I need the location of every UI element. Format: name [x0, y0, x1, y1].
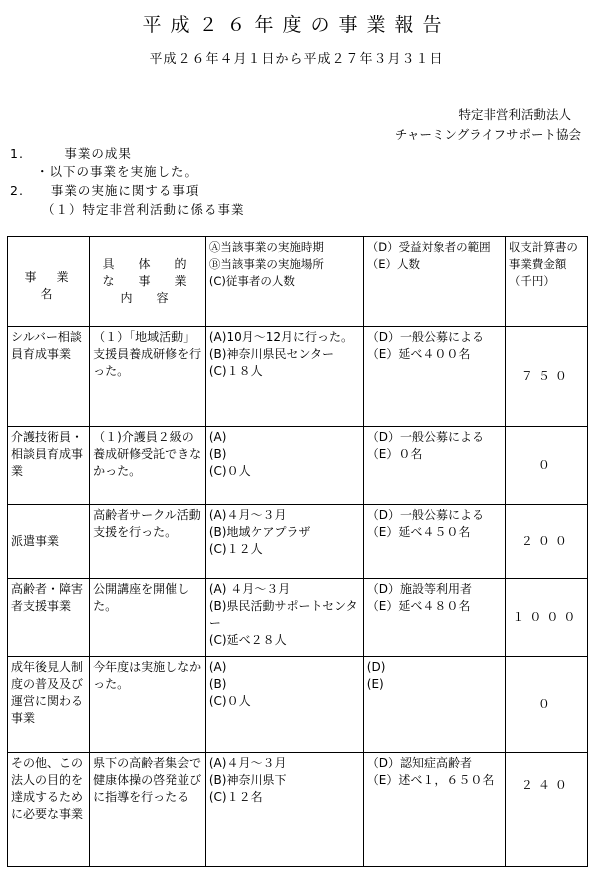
row-beneficiary-d: （D）認知症高齢者 — [366, 756, 473, 770]
row-timing-b: (B)神奈川県民センター — [208, 347, 334, 361]
row-business-name: 成年後見人制度の普及及び運営に関わる事業 — [8, 657, 90, 753]
row-timing-b: (B) — [208, 447, 227, 461]
row-content: 高齢者サークル活動支援を行った。 — [90, 505, 206, 579]
row-beneficiary-e: （E）述べ１，６５０名 — [366, 773, 495, 787]
row-content: 県下の高齢者集会で健康体操の啓発並びに指導を行ったる — [90, 753, 206, 867]
section-1-note: ・以下の事業を実施した。 — [36, 164, 199, 179]
table-row — [8, 505, 588, 579]
row-timing-b: (B) — [208, 677, 227, 691]
row-beneficiary-d: （D）一般公募による — [366, 430, 485, 444]
row-timing — [205, 427, 363, 505]
row-beneficiary-d: （D）一般公募による — [366, 508, 485, 522]
row-timing-a: (A)４月～３月 — [208, 508, 287, 522]
organization-type: 特定非営利活動法人 — [458, 107, 571, 122]
row-timing-b: (B)神奈川県下 — [208, 773, 287, 787]
row-timing — [205, 753, 363, 867]
row-beneficiary-e: (E) — [366, 677, 384, 691]
table-row — [8, 327, 588, 427]
row-business-name: シルバー相談員育成事業 — [8, 327, 90, 427]
header-beneficiary-count: （E）人数 — [366, 257, 421, 271]
row-expense: １０００ — [505, 579, 587, 657]
row-timing — [205, 657, 363, 753]
row-timing-a: (A) — [208, 430, 227, 444]
header-beneficiary-range: （D）受益対象者の範囲 — [366, 240, 491, 254]
row-timing-c: (C)０人 — [208, 694, 251, 708]
row-beneficiary — [363, 327, 505, 427]
row-beneficiary — [363, 657, 505, 753]
row-timing-c: (C)１２人 — [208, 542, 263, 556]
row-expense: ７５０ — [505, 327, 587, 427]
table-header-row — [8, 237, 588, 327]
row-timing-b: (B)地域ケアプラザ — [208, 525, 311, 539]
row-timing — [205, 327, 363, 427]
header-beneficiary — [363, 237, 505, 327]
row-beneficiary-e: （E）延べ４８０名 — [366, 599, 471, 613]
table-row — [8, 579, 588, 657]
header-timing-line: Ⓐ当該事業の実施時期 — [208, 240, 324, 254]
row-timing-c: (C)１８人 — [208, 364, 263, 378]
row-timing-b: (B)県民活動サポートセンター — [208, 599, 358, 630]
section-2-heading: 2. 事業の実施に関する事項 — [10, 183, 200, 198]
row-expense: ０ — [505, 427, 587, 505]
row-timing-c: (C)０人 — [208, 464, 251, 478]
section-1-heading: 1. 事業の成果 — [10, 146, 132, 161]
report-period: 平成２６年４月１日から平成２７年３月３１日 — [149, 52, 444, 67]
row-beneficiary-e: （E）延べ４００名 — [366, 347, 471, 361]
table-row — [8, 753, 588, 867]
business-table — [7, 236, 588, 867]
row-beneficiary-d: （D）施設等利用者 — [366, 582, 473, 596]
header-place-line: Ⓑ当該事業の実施場所 — [208, 257, 324, 271]
header-expense: 収支計算書の事業費金額（千円） — [505, 237, 587, 327]
row-expense: ２４０ — [505, 753, 587, 867]
row-beneficiary — [363, 753, 505, 867]
row-expense: ０ — [505, 657, 587, 753]
row-business-name: 高齢者・障害者支援事業 — [8, 579, 90, 657]
row-business-name: 派遣事業 — [8, 505, 90, 579]
report-title: 平成２６年度の事業報告 — [142, 14, 451, 36]
row-timing-c: (C)延べ２８人 — [208, 633, 287, 647]
row-beneficiary — [363, 505, 505, 579]
row-timing-a: (A) — [208, 660, 227, 674]
row-timing — [205, 579, 363, 657]
row-content: （１)介護員２級の養成研修受託できなかった。 — [90, 427, 206, 505]
row-timing-c: (C)１２名 — [208, 790, 263, 804]
row-beneficiary-d: （D）一般公募による — [366, 330, 485, 344]
header-staff-line: (C)従事者の人数 — [208, 274, 295, 288]
row-beneficiary — [363, 427, 505, 505]
row-beneficiary — [363, 579, 505, 657]
row-content: 公開講座を開催した。 — [90, 579, 206, 657]
row-content: 今年度は実施しなかった。 — [90, 657, 206, 753]
table-row — [8, 427, 588, 505]
header-content: 具 体 的 な 事 業 内 容 — [90, 237, 206, 327]
row-timing — [205, 505, 363, 579]
row-timing-a: (A)４月～３月 — [208, 756, 287, 770]
table-row — [8, 657, 588, 753]
section-2-subheading: （１）特定非営利活動に係る事業 — [42, 202, 245, 217]
organization-name: チャーミングライフサポート協会 — [394, 127, 581, 142]
row-timing-a: (A)10月～12月に行った。 — [208, 330, 353, 344]
row-content: （１）「地域活動」支援員養成研修を行った。 — [90, 327, 206, 427]
row-expense: ２００ — [505, 505, 587, 579]
row-business-name: 介護技術員・相談員育成事業 — [8, 427, 90, 505]
header-business-name: 事 業 名 — [8, 237, 90, 327]
row-timing-a: (A) ４月～３月 — [208, 582, 291, 596]
row-beneficiary-e: （E）延べ４５０名 — [366, 525, 471, 539]
row-business-name: その他、この法人の目的を達成するために必要な事業 — [8, 753, 90, 867]
row-beneficiary-e: （E）０名 — [366, 447, 423, 461]
header-timing-place-staff — [205, 237, 363, 327]
row-beneficiary-d: (D) — [366, 660, 386, 674]
